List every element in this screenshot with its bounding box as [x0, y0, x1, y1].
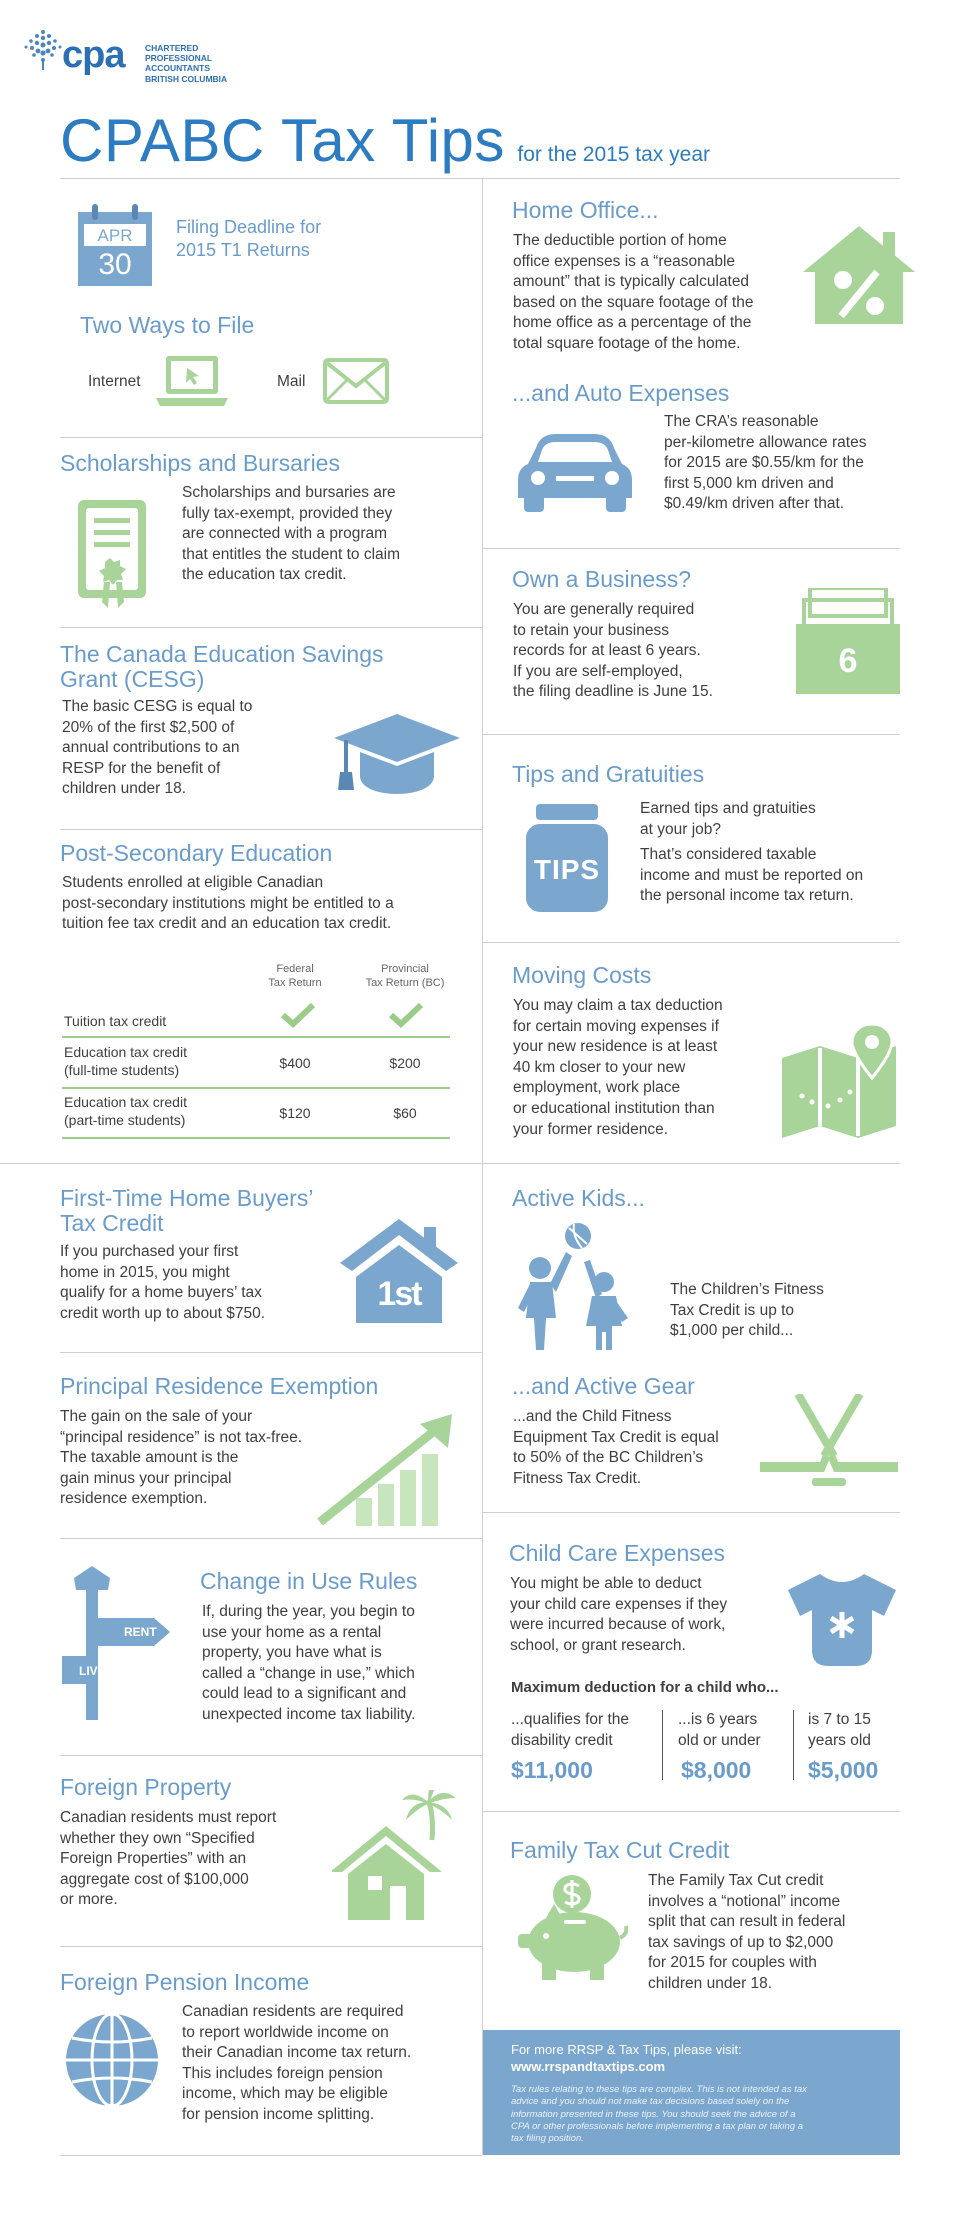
certificate-icon: [74, 496, 154, 612]
filing-line: 2015 T1 Returns: [176, 240, 310, 261]
divider: [60, 1352, 482, 1353]
text-line: disability credit: [511, 1731, 613, 1749]
text-line: You may claim a tax deduction: [513, 997, 723, 1014]
text-line: property, you have what is: [202, 1644, 382, 1662]
divider: [482, 1811, 900, 1812]
text-line: Students enrolled at eligible Canadian: [62, 874, 324, 891]
title-line: The Canada Education Savings: [60, 641, 384, 667]
deduction-amount: $5,000: [808, 1757, 879, 1784]
graduation-cap-icon: [334, 714, 460, 800]
text-line: The basic CESG is equal to: [62, 698, 253, 715]
column-divider-top: [482, 178, 483, 1163]
text-line: This includes foreign pension: [182, 2064, 383, 2082]
row-label-tuition: Tuition tax credit: [64, 1013, 167, 1029]
footer-info-box: [483, 2030, 900, 2155]
house-1st-icon: [340, 1219, 458, 1323]
org-line: CHARTERED: [145, 43, 199, 53]
text-line: ...is 6 years: [678, 1711, 758, 1728]
org-line: PROFESSIONAL: [145, 53, 213, 64]
laptop-icon: [154, 354, 230, 412]
palm-house-icon: [332, 1790, 460, 1922]
text-line: The Children’s Fitness: [670, 1281, 824, 1298]
text-line: unexpected income tax liability.: [202, 1706, 416, 1724]
text-line: $0.49/km driven after that.: [664, 495, 845, 513]
text-line: the education tax credit.: [182, 566, 347, 584]
divider: [60, 1755, 482, 1756]
homeoffice-body: [513, 231, 753, 355]
text-line: school, or grant research.: [510, 1636, 686, 1654]
text-line: Scholarships and bursaries are: [182, 484, 396, 501]
deduction-amount: $8,000: [681, 1757, 752, 1784]
divider: [482, 942, 900, 943]
header-line: Tax Return: [268, 977, 322, 990]
deduction-col-under6: [678, 1710, 788, 1784]
divider: [60, 1538, 482, 1539]
familytax-body: [648, 1871, 845, 1995]
column-separator: [793, 1710, 794, 1780]
text-line: total square footage of the home.: [513, 335, 741, 353]
tips-body: [640, 799, 863, 907]
homebuyers-body: [60, 1242, 265, 1324]
deduction-col-7to15: [808, 1710, 900, 1784]
text-line: were incurred because of work,: [510, 1616, 726, 1634]
max-deduction-title: Maximum deduction for a child who...: [511, 1679, 779, 1696]
divider: [482, 548, 900, 549]
text-line: qualify for a home buyers’ tax: [60, 1284, 262, 1302]
text-line: Foreign Properties” with an: [60, 1850, 247, 1868]
text-line: If you purchased your first: [60, 1243, 239, 1260]
text-line: The taxable amount is the: [60, 1449, 239, 1467]
column-header-federal: [250, 962, 340, 991]
cell-fulltime-provincial: $200: [389, 1055, 421, 1071]
title-line: Grant (CESG): [60, 666, 205, 693]
text-line: ...and the Child Fitness: [513, 1408, 672, 1425]
divider: [482, 1512, 900, 1513]
postsecondary-body: [62, 873, 394, 935]
header-line: Federal: [276, 963, 314, 975]
jar-label: TIPS: [533, 854, 601, 885]
scholarships-body: [182, 483, 400, 586]
envelope-icon: [323, 358, 389, 404]
sign-rent-label: RENT: [124, 1625, 157, 1639]
text-line: post-secondary institutions might be entitled to a: [62, 894, 394, 912]
foreignprop-title: Foreign Property: [60, 1774, 232, 1800]
tips-title: Tips and Gratuities: [512, 761, 705, 787]
header-line: Tax Return (BC): [365, 977, 445, 990]
table-rule: [62, 1036, 450, 1038]
kids-playing-icon: [512, 1222, 640, 1352]
text-line: or educational institution than: [513, 1100, 715, 1118]
footer-visit-text: For more RRSP & Tax Tips, please visit:: [511, 2042, 742, 2057]
text-line: You might be able to deduct: [510, 1575, 702, 1592]
text-line: for 2015 for couples with: [648, 1954, 817, 1972]
page-title: [60, 106, 710, 175]
text-line: for certain moving expenses if: [513, 1017, 719, 1035]
text-line: whether they own “Specified: [60, 1829, 255, 1847]
cell-parttime-provincial: $60: [393, 1105, 417, 1121]
text-line: aggregate cost of $100,000: [60, 1870, 249, 1888]
scholarships-title: Scholarships and Bursaries: [60, 450, 340, 476]
text-line: tax savings of up to $2,000: [648, 1933, 834, 1951]
hockey-sticks-icon: [758, 1394, 900, 1486]
text-line: RESP for the benefit of: [62, 759, 221, 777]
text-line: If you are self-employed,: [513, 662, 683, 680]
foreignprop-body: [60, 1808, 276, 1911]
header-divider: [60, 178, 900, 179]
text-line: Tax Credit is up to: [670, 1301, 795, 1319]
disclaimer-line: CPA or other professionals before implementing a tax plan or taking a: [511, 2121, 804, 2133]
divider: [60, 437, 482, 438]
text-line: are connected with a program: [182, 525, 388, 543]
principal-title: Principal Residence Exemption: [60, 1373, 379, 1399]
moving-title: Moving Costs: [512, 962, 652, 988]
text-line: that entitles the student to claim: [182, 545, 400, 563]
house-label: 1st: [377, 1275, 421, 1313]
column-separator: [662, 1710, 663, 1780]
cesg-title: [60, 642, 384, 693]
footer-disclaimer: [511, 2084, 872, 2146]
text-line: The Family Tax Cut credit: [648, 1872, 824, 1889]
calendar-day: 30: [98, 248, 132, 281]
text-line: Canadian residents must report: [60, 1809, 277, 1826]
activegear-title: ...and Active Gear: [512, 1373, 695, 1399]
text-line: per-kilometre allowance rates: [664, 433, 867, 451]
foreignpension-title: Foreign Pension Income: [60, 1969, 310, 1995]
auto-title: ...and Auto Expenses: [512, 380, 730, 406]
title-line: Tax Credit: [60, 1210, 164, 1237]
footer-link[interactable]: www.rrspandtaxtips.com: [511, 2059, 666, 2074]
text-line: income and must be reported on: [640, 866, 864, 884]
map-pin-icon: [780, 1020, 900, 1138]
subtitle-text: for the 2015 tax year: [517, 143, 711, 166]
column-header-provincial: [350, 962, 460, 991]
text-line: their Canadian income tax return.: [182, 2044, 412, 2062]
table-rule: [62, 1087, 450, 1089]
car-icon: [516, 428, 634, 514]
text-line: Canadian residents are required: [182, 2003, 404, 2020]
cpa-logo: [22, 22, 242, 92]
divider: [60, 627, 482, 628]
growth-arrow-icon: [316, 1414, 456, 1526]
cell-parttime-federal: $120: [279, 1105, 311, 1121]
label-line: (full-time students): [64, 1062, 180, 1079]
box-number: 6: [838, 642, 858, 680]
text-line: Equipment Tax Credit is equal: [513, 1428, 719, 1446]
text-line: income, which may be eligible: [182, 2085, 388, 2103]
childcare-title: Child Care Expenses: [509, 1540, 726, 1566]
label-line: Education tax credit: [64, 1044, 187, 1060]
divider: [60, 1946, 482, 1947]
filing-line: Filing Deadline for: [176, 217, 322, 237]
text-line: for 2015 are $0.55/km for the: [664, 454, 864, 472]
business-body: [513, 600, 713, 703]
piggy-bank-icon: [516, 1874, 628, 1980]
text-line: the personal income tax return.: [640, 887, 854, 905]
text-line: The deductible portion of home: [513, 232, 727, 249]
text-line: 40 km closer to your new: [513, 1058, 686, 1076]
principal-body: [60, 1407, 302, 1510]
file-box-icon: [796, 588, 900, 694]
text-line: for pension income splitting.: [182, 2106, 375, 2124]
label-line: Education tax credit: [64, 1094, 187, 1110]
activekids-title: Active Kids...: [512, 1185, 645, 1211]
mail-label: Mail: [277, 373, 306, 390]
org-name: [145, 43, 227, 84]
homebuyers-title: [60, 1186, 313, 1237]
baby-onesie-icon: [786, 1572, 898, 1668]
text-line: annual contributions to an: [62, 739, 240, 757]
text-line: That’s considered taxable: [640, 846, 817, 864]
homeoffice-title: Home Office...: [512, 197, 659, 223]
maple-leaf-icon: [22, 26, 64, 72]
divider: [60, 2155, 482, 2156]
title-line: First-Time Home Buyers’: [60, 1185, 314, 1211]
divider: [482, 734, 900, 735]
header-line: Provincial: [381, 963, 429, 975]
postsecondary-title: Post-Secondary Education: [60, 840, 333, 866]
activekids-body: [670, 1280, 824, 1342]
house-percent-icon: [803, 226, 915, 326]
label-line: (part-time students): [64, 1112, 186, 1129]
cesg-body: [62, 697, 252, 800]
deduction-col-disability: [511, 1710, 651, 1784]
text-line: office expenses is a “reasonable: [513, 252, 736, 270]
calendar-icon: [78, 204, 152, 286]
text-line: home in 2015, you might: [60, 1263, 230, 1281]
checkmark-icon: [388, 1002, 424, 1028]
text-line: home office as a percentage of the: [513, 314, 752, 332]
two-ways-title: Two Ways to File: [80, 312, 255, 338]
org-line: BRITISH COLUMBIA: [145, 73, 228, 84]
text-line: based on the square footage of the: [513, 293, 754, 311]
text-line: tuition fee tax credit and an education tax credit.: [62, 915, 392, 933]
title-text: CPABC Tax Tips: [60, 107, 505, 174]
text-line: could lead to a significant and: [202, 1685, 407, 1703]
internet-label: Internet: [88, 373, 141, 390]
auto-body: [664, 412, 866, 515]
text-line: your child care expenses if they: [510, 1595, 728, 1613]
text-line: If, during the year, you begin to: [202, 1603, 415, 1620]
table-rule: [62, 1137, 450, 1139]
changeuse-title: Change in Use Rules: [200, 1568, 418, 1594]
text-line: years old: [808, 1731, 871, 1749]
calendar-month: APR: [97, 226, 133, 245]
row-label-fulltime: [64, 1043, 187, 1079]
text-line: children under 18.: [62, 780, 187, 798]
text-line: your former residence.: [513, 1120, 669, 1138]
text-line: “principal residence” is not tax-free.: [60, 1428, 303, 1446]
text-line: You are generally required: [513, 601, 695, 618]
text-line: Earned tips and gratuities: [640, 800, 816, 817]
filing-deadline-text: [176, 216, 321, 263]
text-line: the filing deadline is June 15.: [513, 683, 713, 701]
middle-divider: [0, 1163, 900, 1164]
activegear-body: [513, 1407, 719, 1489]
text-line: The gain on the sale of your: [60, 1408, 253, 1425]
text-line: use your home as a rental: [202, 1623, 382, 1641]
text-line: to report worldwide income on: [182, 2023, 389, 2041]
text-line: Fitness Tax Credit.: [513, 1469, 642, 1487]
org-line: ACCOUNTANTS: [145, 63, 211, 74]
text-line: to retain your business: [513, 621, 669, 639]
text-line: is 7 to 15: [808, 1711, 871, 1728]
text-line: to 50% of the BC Children’s: [513, 1449, 704, 1467]
disclaimer-line: advice and you should not make tax decisions based solely on the: [511, 2096, 790, 2108]
text-line: The CRA’s reasonable: [664, 413, 819, 430]
text-line: gain minus your principal: [60, 1469, 232, 1487]
disclaimer-line: Tax rules relating to these tips are complex. This is not intended as tax: [511, 2084, 807, 2095]
business-title: Own a Business?: [512, 566, 691, 592]
text-line: employment, work place: [513, 1079, 681, 1097]
tip-jar-icon: [526, 804, 608, 912]
familytax-title: Family Tax Cut Credit: [510, 1837, 730, 1863]
deduction-amount: $11,000: [511, 1757, 593, 1784]
text-line: fully tax-exempt, provided they: [182, 504, 393, 522]
moving-body: [513, 996, 723, 1140]
row-label-parttime: [64, 1093, 187, 1129]
text-line: $1,000 per child...: [670, 1322, 794, 1340]
cpa-logo-mark: cpa: [62, 34, 125, 76]
text-line: called a “change in use,” which: [202, 1664, 415, 1682]
sign-live-label: LIVE: [79, 1664, 106, 1678]
disclaimer-line: tax filing position.: [511, 2133, 584, 2145]
checkmark-icon: [280, 1002, 316, 1028]
text-line: children under 18.: [648, 1975, 773, 1993]
text-line: old or under: [678, 1731, 761, 1749]
disclaimer-line: information presented in these tips. You should seek the advice of a: [511, 2108, 796, 2120]
globe-icon: [64, 2012, 160, 2108]
text-line: at your job?: [640, 820, 721, 838]
text-line: 20% of the first $2,500 of: [62, 718, 235, 736]
text-line: residence exemption.: [60, 1490, 208, 1508]
changeuse-body: [202, 1602, 415, 1726]
cell-fulltime-federal: $400: [279, 1055, 311, 1071]
text-line: first 5,000 km driven and: [664, 474, 834, 492]
text-line: records for at least 6 years.: [513, 642, 701, 660]
text-line: or more.: [60, 1891, 118, 1909]
childcare-body: [510, 1574, 727, 1656]
text-line: credit worth up to about $750.: [60, 1304, 266, 1322]
text-line: ...qualifies for the: [511, 1711, 630, 1728]
column-divider-bottom: [482, 1163, 483, 2155]
text-line: amount” that is typically calculated: [513, 273, 750, 291]
text-line: involves a “notional” income: [648, 1892, 841, 1910]
foreignpension-body: [182, 2002, 411, 2126]
text-line: your new residence is at least: [513, 1038, 718, 1056]
signpost-icon: [62, 1566, 172, 1720]
divider: [60, 829, 482, 830]
text-line: split that can result in federal: [648, 1913, 846, 1931]
